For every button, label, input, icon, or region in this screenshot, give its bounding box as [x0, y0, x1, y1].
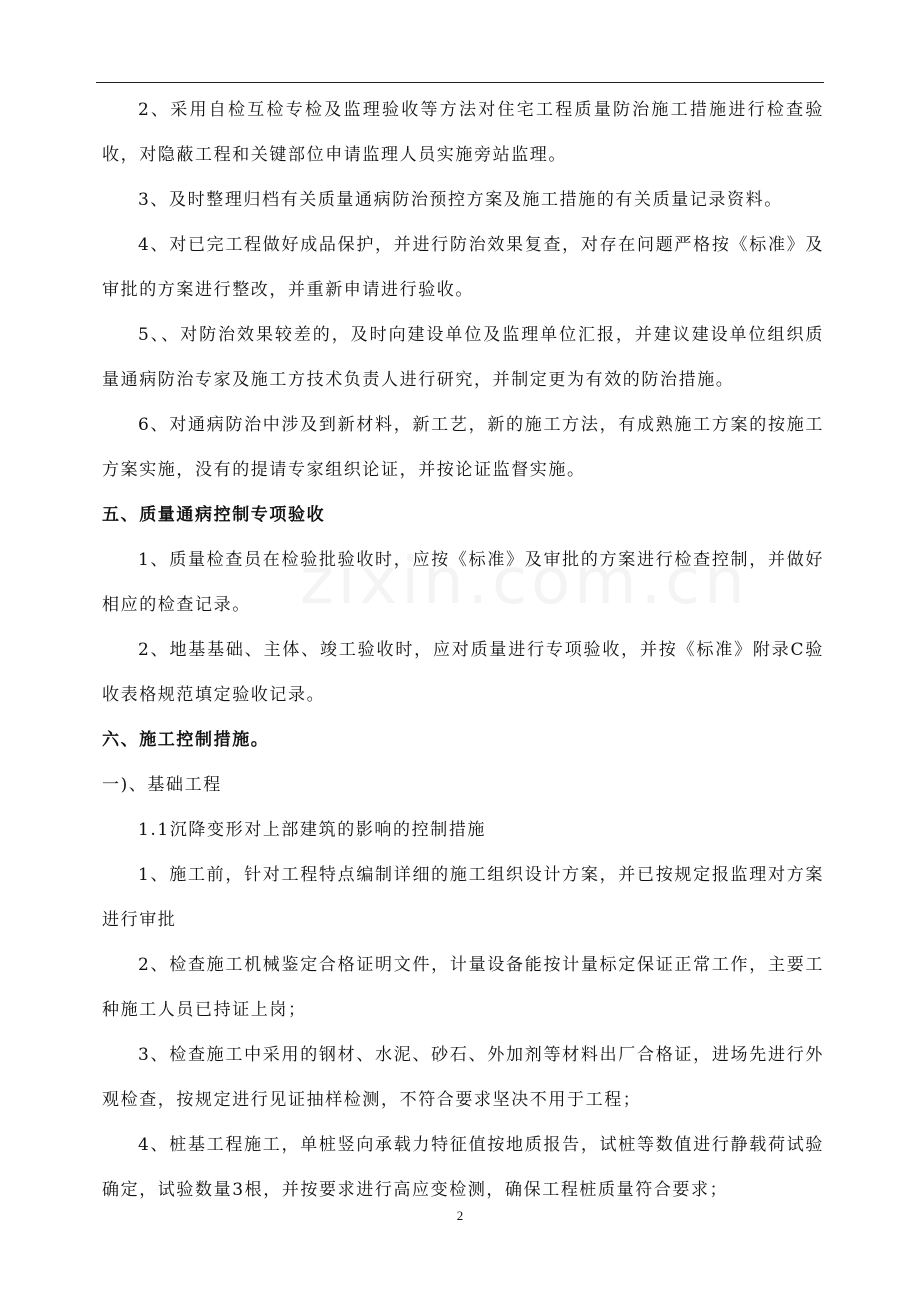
paragraph: 1、质量检查员在检验批验收时，应按《标准》及审批的方案进行检查控制，并做好相应的检查记录。	[102, 550, 824, 615]
subsection-heading: 一)、基础工程	[102, 775, 222, 795]
paragraph: 6、对通病防治中涉及到新材料，新工艺，新的施工方法，有成熟施工方案的按施工方案实施，没有的提请专家组织论证，并按论证监督实施。	[102, 415, 824, 480]
paragraph: 2、采用自检互检专检及监理验收等方法对住宅工程质量防治施工措施进行检查验收，对隐蔽工程和关键部位申请监理人员实施旁站监理。	[102, 100, 824, 165]
section-heading: 五、质量通病控制专项验收	[102, 505, 326, 525]
paragraph: 1、施工前，针对工程特点编制详细的施工组织设计方案，并已按规定报监理对方案进行审批	[102, 865, 824, 930]
paragraph: 5、、对防治效果较差的，及时向建设单位及监理单位汇报，并建议建设单位组织质量通病防治专家及施工方技术负责人进行研究，并制定更为有效的防治措施。	[102, 325, 824, 390]
header-rule	[96, 82, 824, 83]
paragraph: 4、对已完工程做好成品保护，并进行防治效果复查，对存在问题严格按《标准》及审批的方案进行整改，并重新申请进行验收。	[102, 235, 824, 300]
paragraph: 3、检查施工中采用的钢材、水泥、砂石、外加剂等材料出厂合格证，进场先进行外观检查，按规定进行见证抽样检测，不符合要求坚决不用于工程；	[102, 1045, 824, 1110]
section-heading: 六、施工控制措施。	[102, 730, 270, 750]
paragraph: 2、检查施工机械鉴定合格证明文件，计量设备能按计量标定保证正常工作，主要工种施工人员已持证上岗；	[102, 955, 824, 1020]
subsection-heading: 1.1沉降变形对上部建筑的影响的控制措施	[138, 820, 487, 840]
paragraph: 3、及时整理归档有关质量通病防治预控方案及施工措施的有关质量记录资料。	[138, 190, 783, 210]
page-number: 2	[456, 1208, 464, 1223]
paragraph: 2、地基基础、主体、竣工验收时，应对质量进行专项验收，并按《标准》附录C验收表格规范填定验收记录。	[102, 640, 824, 705]
paragraph: 4、桩基工程施工，单桩竖向承载力特征值按地质报告，试桩等数值进行静载荷试验确定，试验数量3根，并按要求进行高应变检测，确保工程桩质量符合要求；	[102, 1135, 824, 1200]
document-body	[102, 88, 824, 1213]
